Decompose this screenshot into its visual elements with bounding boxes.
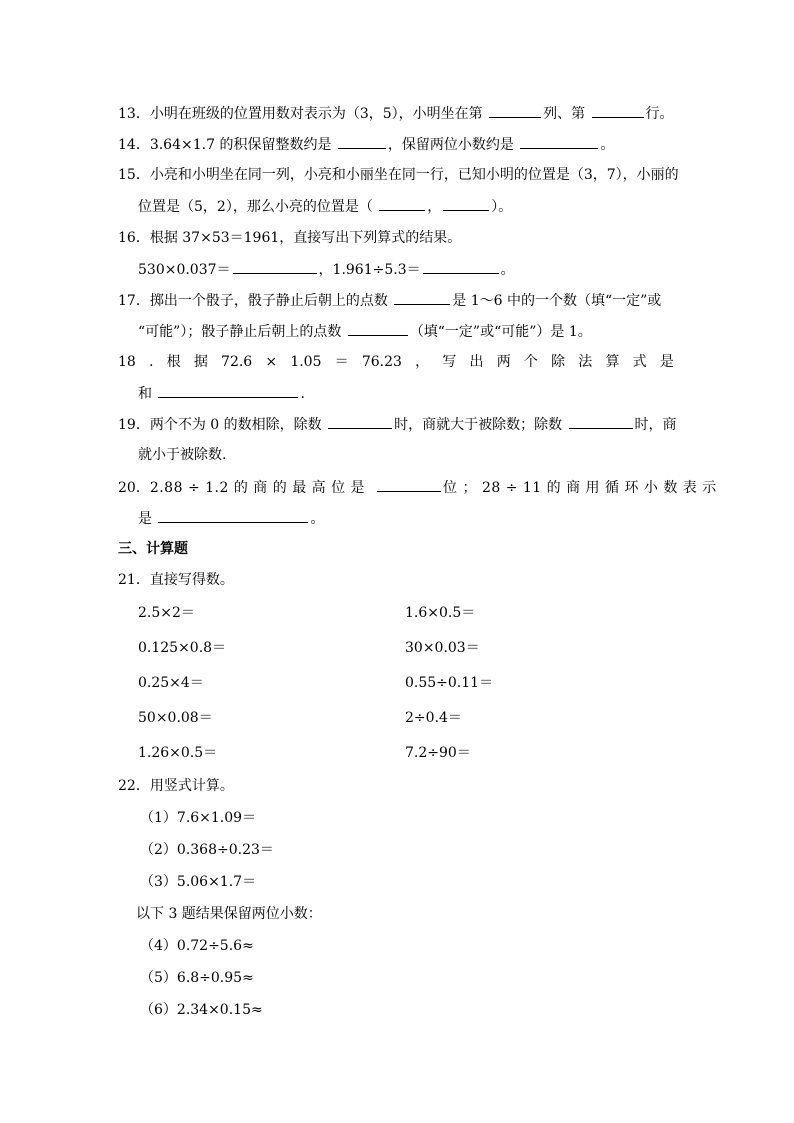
answer-blank[interactable] <box>158 383 298 398</box>
calc-item: 30×0.03＝ <box>405 640 480 656</box>
question-20-line-2 <box>138 508 324 529</box>
question-text: 行。 <box>645 106 674 122</box>
calc-item: （5）6.8÷0.95≈ <box>140 970 254 986</box>
question-text: 就小于被除数. <box>138 447 227 463</box>
calc-item: 0.25×4＝ <box>138 675 204 691</box>
answer-blank[interactable] <box>338 134 386 149</box>
instruction-note: 以下 3 题结果保留两位小数： <box>136 906 322 922</box>
question-number: 20． <box>118 480 150 496</box>
question-text: 。 <box>500 262 515 278</box>
question-number: 15． <box>118 167 150 183</box>
text-token: 76.23 <box>361 354 402 370</box>
answer-blank[interactable] <box>158 508 308 523</box>
question-19-line-2 <box>138 445 226 465</box>
answer-blank[interactable] <box>394 290 450 305</box>
question-text: （填“一定”或“可能”）是 1。 <box>409 324 592 340</box>
question-text: 根据 37×53＝1961，直接写出下列算式的结果。 <box>149 230 462 246</box>
question-text: ）。 <box>491 199 513 215</box>
question-text: 2.88 ÷ 1.2 的 商 的 最 高 位 是 <box>149 480 366 496</box>
question-14 <box>118 134 614 155</box>
question-text: ， <box>427 199 442 215</box>
question-text: 是 1～6 中的一个数（填“一定”或 <box>452 293 662 309</box>
calc-item: 2.5×2＝ <box>138 605 195 621</box>
answer-blank[interactable] <box>443 196 489 211</box>
question-16 <box>118 228 461 248</box>
calc-item: 0.55÷0.11＝ <box>405 675 494 691</box>
question-18-line-2 <box>138 383 305 404</box>
text-token: 写 <box>442 354 457 370</box>
text-token: 式 <box>632 354 647 370</box>
question-22 <box>118 776 234 796</box>
question-13 <box>118 103 674 124</box>
text-token: . <box>149 354 154 370</box>
question-number: 16． <box>118 230 150 246</box>
answer-blank[interactable] <box>520 134 598 149</box>
calc-item: 50×0.08＝ <box>138 710 213 726</box>
question-text: 位置是（5，2），那么小亮的位置是（ <box>138 199 378 215</box>
question-19 <box>118 414 677 435</box>
question-number: 19． <box>118 417 150 433</box>
text-token: 1.05 <box>290 354 322 370</box>
question-text: . <box>300 386 305 402</box>
question-number: 14． <box>118 137 150 153</box>
question-number: 18 <box>118 354 136 370</box>
question-text: 直接写得数。 <box>149 572 234 588</box>
answer-blank[interactable] <box>592 103 644 118</box>
answer-blank[interactable] <box>489 103 541 118</box>
text-token: ＝ <box>334 354 349 370</box>
answer-blank[interactable] <box>328 414 392 429</box>
section-heading: 三、计算题 <box>118 541 188 557</box>
question-text: “可能”）；骰子静止后朝上的点数 <box>138 324 346 340</box>
calc-item: 0.125×0.8＝ <box>138 640 227 656</box>
question-text: 是 <box>138 511 157 527</box>
text-token: 是 <box>659 354 674 370</box>
question-text: 两个不为 0 的数相除，除数 <box>149 417 327 433</box>
question-16-line-2 <box>138 259 515 280</box>
question-text: 3.64×1.7 的积保留整数约是 <box>149 137 336 153</box>
calc-item: （3）5.06×1.7＝ <box>140 874 257 890</box>
question-17-line-2 <box>138 321 592 342</box>
question-text: ，保留两位小数约是 <box>387 137 519 153</box>
calc-item: （4）0.72÷5.6≈ <box>140 938 254 954</box>
question-text: 小明在班级的位置用数对表示为（3，5），小明坐在第 <box>149 106 488 122</box>
text-token: × <box>265 354 278 370</box>
question-number: 21． <box>118 572 150 588</box>
answer-blank[interactable] <box>569 414 633 429</box>
answer-blank[interactable] <box>348 321 408 336</box>
text-token: 出 <box>469 354 484 370</box>
question-17 <box>118 290 661 311</box>
question-text: 掷出一个骰子，骰子静止后朝上的点数 <box>149 293 393 309</box>
text-token: 个 <box>523 354 538 370</box>
question-text: 位 ； 28 ÷ 11 的 商 用 循 环 小 数 表 示 <box>443 480 717 496</box>
text-token: 除 <box>551 354 566 370</box>
question-text: 小亮和小明坐在同一列，小亮和小丽坐在同一行，已知小明的位置是（3，7），小丽的 <box>149 167 679 183</box>
text-token: 根 <box>166 354 181 370</box>
question-15-line-2 <box>138 196 512 217</box>
question-text: 时，商 <box>634 417 677 433</box>
question-text: 。 <box>310 511 325 527</box>
question-text: 。 <box>600 137 615 153</box>
text-token: 法 <box>578 354 593 370</box>
answer-blank[interactable] <box>233 259 317 274</box>
question-text: 530×0.037＝ <box>138 262 231 278</box>
calc-item: 7.2÷90＝ <box>405 745 471 761</box>
question-number: 17． <box>118 293 150 309</box>
calc-item: 1.26×0.5＝ <box>138 745 218 761</box>
calc-item: （2）0.368÷0.23＝ <box>140 842 274 858</box>
answer-blank[interactable] <box>379 196 425 211</box>
question-text: 和 <box>138 386 157 402</box>
question-21 <box>118 570 234 590</box>
text-token: 两 <box>496 354 511 370</box>
answer-blank[interactable] <box>377 477 441 492</box>
question-20 <box>118 477 717 498</box>
calc-item: 1.6×0.5＝ <box>405 605 476 621</box>
question-text: ，1.961÷5.3＝ <box>318 262 421 278</box>
question-15 <box>118 165 679 185</box>
question-text: 用竖式计算。 <box>149 778 234 794</box>
calc-item: 2÷0.4＝ <box>405 710 462 726</box>
answer-blank[interactable] <box>423 259 499 274</box>
question-text: 列、第 <box>543 106 590 122</box>
calc-item: （1）7.6×1.09＝ <box>140 810 257 826</box>
question-number: 22． <box>118 778 150 794</box>
calc-item: （6）2.34×0.15≈ <box>140 1002 263 1018</box>
text-token: ， <box>415 354 430 370</box>
text-token: 72.6 <box>221 354 253 370</box>
question-text: 时，商就大于被除数；除数 <box>394 417 567 433</box>
text-token: 算 <box>605 354 620 370</box>
question-18 <box>118 352 674 372</box>
text-token: 据 <box>193 354 208 370</box>
question-number: 13． <box>118 106 150 122</box>
